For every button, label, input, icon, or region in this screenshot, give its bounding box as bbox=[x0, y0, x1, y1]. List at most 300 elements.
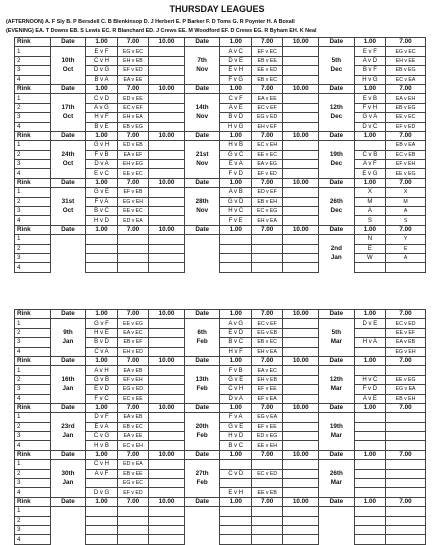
header-t3: 7.00 bbox=[386, 178, 426, 187]
evening-fixture: EG v EA bbox=[386, 385, 426, 394]
evening-fixture bbox=[386, 366, 426, 375]
evening-fixture: EH v EA bbox=[117, 113, 148, 122]
afternoon-fixture bbox=[354, 413, 385, 422]
afternoon-fixture: E bbox=[354, 244, 385, 253]
evening-fixture: EF v ED bbox=[386, 122, 426, 131]
evening-fixture bbox=[386, 525, 426, 534]
spacer-cell bbox=[283, 319, 319, 328]
spacer-cell bbox=[149, 328, 185, 337]
spacer-cell bbox=[149, 469, 185, 478]
evening-fixture: EG v EH bbox=[386, 347, 426, 356]
date-cell bbox=[50, 525, 86, 534]
spacer-cell bbox=[149, 394, 185, 403]
header-t2: 1.00 bbox=[220, 131, 251, 140]
evening-fixture: EA v EC bbox=[251, 366, 282, 375]
afternoon-fixture: A v E bbox=[220, 103, 251, 112]
date-cell bbox=[319, 366, 355, 375]
evening-fixture bbox=[251, 235, 282, 244]
evening-fixture: ED v EA bbox=[117, 216, 148, 225]
date-cell bbox=[50, 413, 86, 422]
spacer-cell bbox=[283, 516, 319, 525]
evening-fixture: EF v EH bbox=[386, 160, 426, 169]
table-row bbox=[15, 94, 426, 103]
rink-number: 3 bbox=[15, 253, 51, 262]
spacer-cell bbox=[149, 188, 185, 197]
header-t2: 1.00 bbox=[354, 178, 385, 187]
spacer-cell bbox=[149, 75, 185, 84]
rink-number: 2 bbox=[15, 516, 51, 525]
header-t3: 7.00 bbox=[386, 225, 426, 234]
afternoon-fixture: H v D bbox=[86, 216, 117, 225]
rink-number: 1 bbox=[15, 235, 51, 244]
spacer-cell bbox=[149, 441, 185, 450]
afternoon-fixture: H v C bbox=[354, 375, 385, 384]
rink-number: 1 bbox=[15, 366, 51, 375]
date-cell bbox=[184, 516, 220, 525]
header-rink: Rink bbox=[15, 450, 51, 459]
date-cell bbox=[184, 244, 220, 253]
afternoon-fixture: G v H bbox=[86, 141, 117, 150]
date-cell: Jan bbox=[319, 253, 355, 262]
header-t2: 1.00 bbox=[86, 178, 117, 187]
spacer-cell bbox=[149, 169, 185, 178]
afternoon-fixture: C v H bbox=[86, 460, 117, 469]
date-cell bbox=[50, 263, 86, 272]
date-cell bbox=[319, 169, 355, 178]
afternoon-fixture: A v F bbox=[354, 160, 385, 169]
evening-fixture: EB v EH bbox=[251, 197, 282, 206]
afternoon-fixture: C v F bbox=[220, 94, 251, 103]
date-cell: 10th bbox=[50, 56, 86, 65]
header-t2: 1.00 bbox=[220, 225, 251, 234]
header-t2: 1.00 bbox=[220, 178, 251, 187]
afternoon-fixture: G v A bbox=[354, 113, 385, 122]
header-t2: 1.00 bbox=[354, 310, 385, 319]
date-cell bbox=[319, 394, 355, 403]
spacer-cell bbox=[149, 216, 185, 225]
evening-fixture: EA v EE bbox=[117, 75, 148, 84]
spacer-cell bbox=[283, 507, 319, 516]
evening-fixture: EA v EE bbox=[117, 432, 148, 441]
date-cell bbox=[319, 319, 355, 328]
evening-fixture: EC v EA bbox=[386, 75, 426, 84]
spacer-cell bbox=[283, 253, 319, 262]
spacer-cell bbox=[283, 47, 319, 56]
header-t1: 10.00 bbox=[283, 225, 319, 234]
header-t3: 7.00 bbox=[117, 84, 148, 93]
header-date: Date bbox=[50, 310, 86, 319]
afternoon-fixture: D v E bbox=[354, 319, 385, 328]
evening-fixture: EF v EE bbox=[251, 422, 282, 431]
evening-fixture: EC v EF bbox=[251, 103, 282, 112]
afternoon-fixture: C v H bbox=[220, 385, 251, 394]
evening-fixture: EB v EE bbox=[251, 56, 282, 65]
date-cell: 9th bbox=[50, 328, 86, 337]
evening-fixture bbox=[386, 488, 426, 497]
header-date: Date bbox=[319, 225, 355, 234]
table-row bbox=[15, 216, 426, 225]
evening-fixture bbox=[117, 263, 148, 272]
afternoon-fixture: D v F bbox=[86, 413, 117, 422]
afternoon-fixture: H v F bbox=[220, 347, 251, 356]
header-t3: 7.00 bbox=[117, 450, 148, 459]
afternoon-fixture: B v F bbox=[354, 66, 385, 75]
header-date: Date bbox=[184, 310, 220, 319]
rink-number: 1 bbox=[15, 94, 51, 103]
evening-fixture: EE v ED bbox=[251, 66, 282, 75]
table-row bbox=[15, 244, 426, 253]
evening-fixture: EE v EG bbox=[386, 169, 426, 178]
date-cell: Oct bbox=[50, 113, 86, 122]
date-cell: 27th bbox=[184, 469, 220, 478]
spacer-cell bbox=[149, 94, 185, 103]
table-row bbox=[15, 122, 426, 131]
spacer-cell bbox=[283, 103, 319, 112]
afternoon-fixture: H v E bbox=[86, 328, 117, 337]
afternoon-fixture: A v D bbox=[354, 56, 385, 65]
table-row bbox=[15, 479, 426, 488]
afternoon-fixture: G v D bbox=[220, 197, 251, 206]
header-t2: 1.00 bbox=[354, 450, 385, 459]
header-t2: 1.00 bbox=[220, 497, 251, 506]
evening-fixture: EG v EH bbox=[117, 197, 148, 206]
header-date: Date bbox=[184, 131, 220, 140]
spacer-cell bbox=[149, 516, 185, 525]
rink-number: 1 bbox=[15, 141, 51, 150]
header-t3: 7.00 bbox=[251, 38, 282, 47]
afternoon-fixture: F v B bbox=[86, 150, 117, 159]
date-cell bbox=[50, 141, 86, 150]
afternoon-fixture bbox=[354, 488, 385, 497]
rink-number: 1 bbox=[15, 188, 51, 197]
spacer-cell bbox=[149, 66, 185, 75]
header-t1: 10.00 bbox=[149, 131, 185, 140]
date-cell: Mar bbox=[319, 385, 355, 394]
afternoon-fixture: C v B bbox=[354, 150, 385, 159]
afternoon-fixture: F v H bbox=[354, 103, 385, 112]
header-date: Date bbox=[50, 497, 86, 506]
afternoon-fixture: B v D bbox=[220, 113, 251, 122]
header-date: Date bbox=[184, 84, 220, 93]
evening-fixture: EE v EC bbox=[386, 113, 426, 122]
afternoon-fixture: E v G bbox=[354, 169, 385, 178]
evening-fixture: EE v EC bbox=[117, 169, 148, 178]
evening-fixture: EA v EC bbox=[117, 328, 148, 337]
spacer-cell bbox=[149, 244, 185, 253]
date-cell: Feb bbox=[184, 432, 220, 441]
spacer-cell bbox=[149, 507, 185, 516]
date-cell: Feb bbox=[184, 479, 220, 488]
afternoon-fixture: E v A bbox=[220, 160, 251, 169]
header-rink: Rink bbox=[15, 403, 51, 412]
date-cell bbox=[319, 535, 355, 544]
rink-number: 2 bbox=[15, 469, 51, 478]
evening-fixture: EC v EH bbox=[117, 441, 148, 450]
date-cell bbox=[50, 235, 86, 244]
table-row bbox=[15, 328, 426, 337]
date-cell: Nov bbox=[184, 160, 220, 169]
evening-fixture: EF v EE bbox=[251, 385, 282, 394]
header-t2: 1.00 bbox=[354, 497, 385, 506]
evening-fixture: EC v EE bbox=[117, 394, 148, 403]
table-row bbox=[15, 488, 426, 497]
spacer-cell bbox=[149, 432, 185, 441]
afternoon-fixture: F v D bbox=[354, 385, 385, 394]
spacer-cell bbox=[283, 385, 319, 394]
header-t3: 7.00 bbox=[117, 178, 148, 187]
spacer-cell bbox=[283, 347, 319, 356]
spacer-cell bbox=[283, 460, 319, 469]
header-t1: 10.00 bbox=[283, 310, 319, 319]
header-t1: 10.00 bbox=[149, 178, 185, 187]
date-cell: Mar bbox=[319, 432, 355, 441]
header-date: Date bbox=[319, 356, 355, 365]
header-t2: 1.00 bbox=[220, 450, 251, 459]
evening-fixture: EC v EB bbox=[386, 150, 426, 159]
table-row bbox=[15, 413, 426, 422]
spacer-cell bbox=[283, 56, 319, 65]
afternoon-fixture: A v F bbox=[86, 469, 117, 478]
date-cell bbox=[50, 253, 86, 262]
spacer-cell bbox=[283, 432, 319, 441]
afternoon-fixture: C v D bbox=[86, 94, 117, 103]
afternoon-fixture: G v E bbox=[86, 188, 117, 197]
header-rink: Rink bbox=[15, 310, 51, 319]
date-cell bbox=[319, 216, 355, 225]
evening-fixture bbox=[386, 263, 426, 272]
date-cell bbox=[50, 535, 86, 544]
header-t1: 10.00 bbox=[149, 403, 185, 412]
afternoon-fixture: F v B bbox=[220, 366, 251, 375]
afternoon-fixture: B v C bbox=[86, 207, 117, 216]
header-t1: 10.00 bbox=[283, 497, 319, 506]
evening-fixture: A bbox=[386, 253, 426, 262]
header-rink: Rink bbox=[15, 497, 51, 506]
rink-number: 2 bbox=[15, 56, 51, 65]
rink-number: 1 bbox=[15, 319, 51, 328]
afternoon-fixture: E v F bbox=[86, 47, 117, 56]
spacer-cell bbox=[283, 413, 319, 422]
date-cell: Dec bbox=[319, 113, 355, 122]
evening-fixture: EG v ED bbox=[251, 113, 282, 122]
date-cell: Dec bbox=[319, 66, 355, 75]
afternoon-fixture: H v D bbox=[220, 432, 251, 441]
afternoon-fixture: D v G bbox=[86, 488, 117, 497]
table-row bbox=[15, 197, 426, 206]
spacer-cell bbox=[283, 216, 319, 225]
date-cell bbox=[184, 535, 220, 544]
afternoon-fixture: X bbox=[354, 188, 385, 197]
afternoon-fixture: H v G bbox=[220, 122, 251, 131]
date-cell bbox=[184, 319, 220, 328]
header-date: Date bbox=[319, 497, 355, 506]
header-t3: 7.00 bbox=[117, 131, 148, 140]
afternoon-fixture: A v C bbox=[220, 47, 251, 56]
date-cell: Jan bbox=[50, 338, 86, 347]
evening-fixture: EB v EF bbox=[117, 338, 148, 347]
rink-number: 1 bbox=[15, 47, 51, 56]
evening-fixture: X bbox=[386, 188, 426, 197]
date-cell: Jan bbox=[50, 479, 86, 488]
afternoon-fixture bbox=[86, 525, 117, 534]
spacer-cell bbox=[149, 460, 185, 469]
spacer-cell bbox=[283, 75, 319, 84]
header-t1: 10.00 bbox=[283, 356, 319, 365]
afternoon-fixture bbox=[86, 244, 117, 253]
afternoon-fixture: E v H bbox=[220, 488, 251, 497]
afternoon-fixture: E v D bbox=[86, 385, 117, 394]
rink-number: 2 bbox=[15, 244, 51, 253]
afternoon-fixture: C v A bbox=[86, 347, 117, 356]
date-cell bbox=[319, 141, 355, 150]
date-cell bbox=[184, 188, 220, 197]
evening-fixture bbox=[251, 479, 282, 488]
date-cell bbox=[184, 263, 220, 272]
rink-number: 3 bbox=[15, 432, 51, 441]
league-table-autumn bbox=[14, 37, 426, 273]
rink-number: 3 bbox=[15, 207, 51, 216]
evening-fixture: EF v ED bbox=[117, 66, 148, 75]
date-cell bbox=[184, 75, 220, 84]
header-t1: 10.00 bbox=[283, 131, 319, 140]
evening-fixture: EF v ED bbox=[251, 169, 282, 178]
spacer-cell bbox=[283, 94, 319, 103]
rink-number: 4 bbox=[15, 122, 51, 131]
date-cell bbox=[319, 47, 355, 56]
date-cell: 14th bbox=[184, 103, 220, 112]
header-date: Date bbox=[184, 356, 220, 365]
evening-fixture bbox=[117, 507, 148, 516]
rink-number: 2 bbox=[15, 422, 51, 431]
date-cell: 2nd bbox=[319, 244, 355, 253]
evening-fixture bbox=[386, 441, 426, 450]
afternoon-fixture bbox=[354, 347, 385, 356]
evening-fixture bbox=[117, 235, 148, 244]
afternoon-fixture bbox=[220, 253, 251, 262]
header-t3: 7.00 bbox=[251, 178, 282, 187]
afternoon-fixture: F v C bbox=[86, 394, 117, 403]
rink-number: 3 bbox=[15, 160, 51, 169]
evening-fixture bbox=[251, 516, 282, 525]
rink-number: 2 bbox=[15, 150, 51, 159]
evening-fixture bbox=[386, 507, 426, 516]
afternoon-fixture: E v H bbox=[220, 66, 251, 75]
header-row bbox=[15, 450, 426, 459]
header-row bbox=[15, 356, 426, 365]
evening-fixture: EA v EB bbox=[117, 366, 148, 375]
evening-fixture: E bbox=[386, 244, 426, 253]
evening-fixture: EH v EB bbox=[117, 56, 148, 65]
afternoon-fixture bbox=[354, 441, 385, 450]
evening-fixture: EG v EC bbox=[117, 479, 148, 488]
spacer-cell bbox=[283, 197, 319, 206]
afternoon-fixture: S bbox=[354, 216, 385, 225]
rink-number: 4 bbox=[15, 394, 51, 403]
header-t2: 1.00 bbox=[86, 356, 117, 365]
table-row bbox=[15, 460, 426, 469]
afternoon-fixture bbox=[354, 525, 385, 534]
afternoon-fixture bbox=[354, 479, 385, 488]
date-cell: 31st bbox=[50, 197, 86, 206]
table-row bbox=[15, 385, 426, 394]
date-cell: 12th bbox=[319, 103, 355, 112]
date-cell bbox=[50, 460, 86, 469]
spacer-cell bbox=[283, 479, 319, 488]
evening-fixture: EG v ED bbox=[117, 385, 148, 394]
rink-number: 2 bbox=[15, 328, 51, 337]
spacer-cell bbox=[283, 244, 319, 253]
header-t3: 7.00 bbox=[386, 84, 426, 93]
rink-number: 3 bbox=[15, 338, 51, 347]
evening-fixture: EE v EC bbox=[251, 150, 282, 159]
date-cell bbox=[319, 122, 355, 131]
evening-fixture: Y bbox=[386, 235, 426, 244]
afternoon-fixture bbox=[86, 535, 117, 544]
afternoon-fixture: H v B bbox=[86, 441, 117, 450]
afternoon-fixture bbox=[220, 535, 251, 544]
spacer-cell bbox=[283, 394, 319, 403]
afternoon-fixture bbox=[354, 460, 385, 469]
afternoon-fixture bbox=[220, 460, 251, 469]
evening-fixture: EB v EA bbox=[386, 141, 426, 150]
afternoon-fixture: B v E bbox=[86, 122, 117, 131]
spacer-cell bbox=[149, 141, 185, 150]
spacer-cell bbox=[283, 188, 319, 197]
date-cell: 20th bbox=[184, 422, 220, 431]
header-t1: 10.00 bbox=[149, 497, 185, 506]
table-row bbox=[15, 507, 426, 516]
date-cell: 12th bbox=[319, 375, 355, 384]
date-cell: Nov bbox=[184, 207, 220, 216]
rink-number: 2 bbox=[15, 375, 51, 384]
rink-number: 4 bbox=[15, 263, 51, 272]
evening-fixture: EB v EG bbox=[117, 122, 148, 131]
afternoon-fixture bbox=[354, 422, 385, 431]
table-row bbox=[15, 141, 426, 150]
evening-fixture bbox=[117, 253, 148, 262]
evening-fixture: EA v EF bbox=[117, 150, 148, 159]
table-row bbox=[15, 394, 426, 403]
date-cell: 17th bbox=[50, 103, 86, 112]
evening-fixture bbox=[386, 469, 426, 478]
afternoon-fixture: W bbox=[354, 253, 385, 262]
evening-fixture: EE v EG bbox=[117, 319, 148, 328]
evening-fixture: EG v EC bbox=[117, 47, 148, 56]
spacer-cell bbox=[283, 338, 319, 347]
table-row bbox=[15, 422, 426, 431]
date-cell: 16th bbox=[50, 375, 86, 384]
header-t2: 1.00 bbox=[220, 84, 251, 93]
evening-fixture: EA v EH bbox=[386, 94, 426, 103]
header-date: Date bbox=[319, 178, 355, 187]
spacer-cell bbox=[283, 375, 319, 384]
date-cell bbox=[50, 122, 86, 131]
date-cell bbox=[319, 441, 355, 450]
table-row bbox=[15, 75, 426, 84]
evening-fixture: EC v ED bbox=[386, 319, 426, 328]
spacer-cell bbox=[283, 141, 319, 150]
table-row bbox=[15, 319, 426, 328]
header-date: Date bbox=[50, 356, 86, 365]
evening-fixture: EB v EH bbox=[386, 394, 426, 403]
table-row bbox=[15, 263, 426, 272]
header-row bbox=[15, 178, 426, 187]
afternoon-fixture: F v A bbox=[220, 413, 251, 422]
date-cell bbox=[50, 319, 86, 328]
date-cell: 28th bbox=[184, 197, 220, 206]
table-row bbox=[15, 516, 426, 525]
date-cell bbox=[50, 366, 86, 375]
